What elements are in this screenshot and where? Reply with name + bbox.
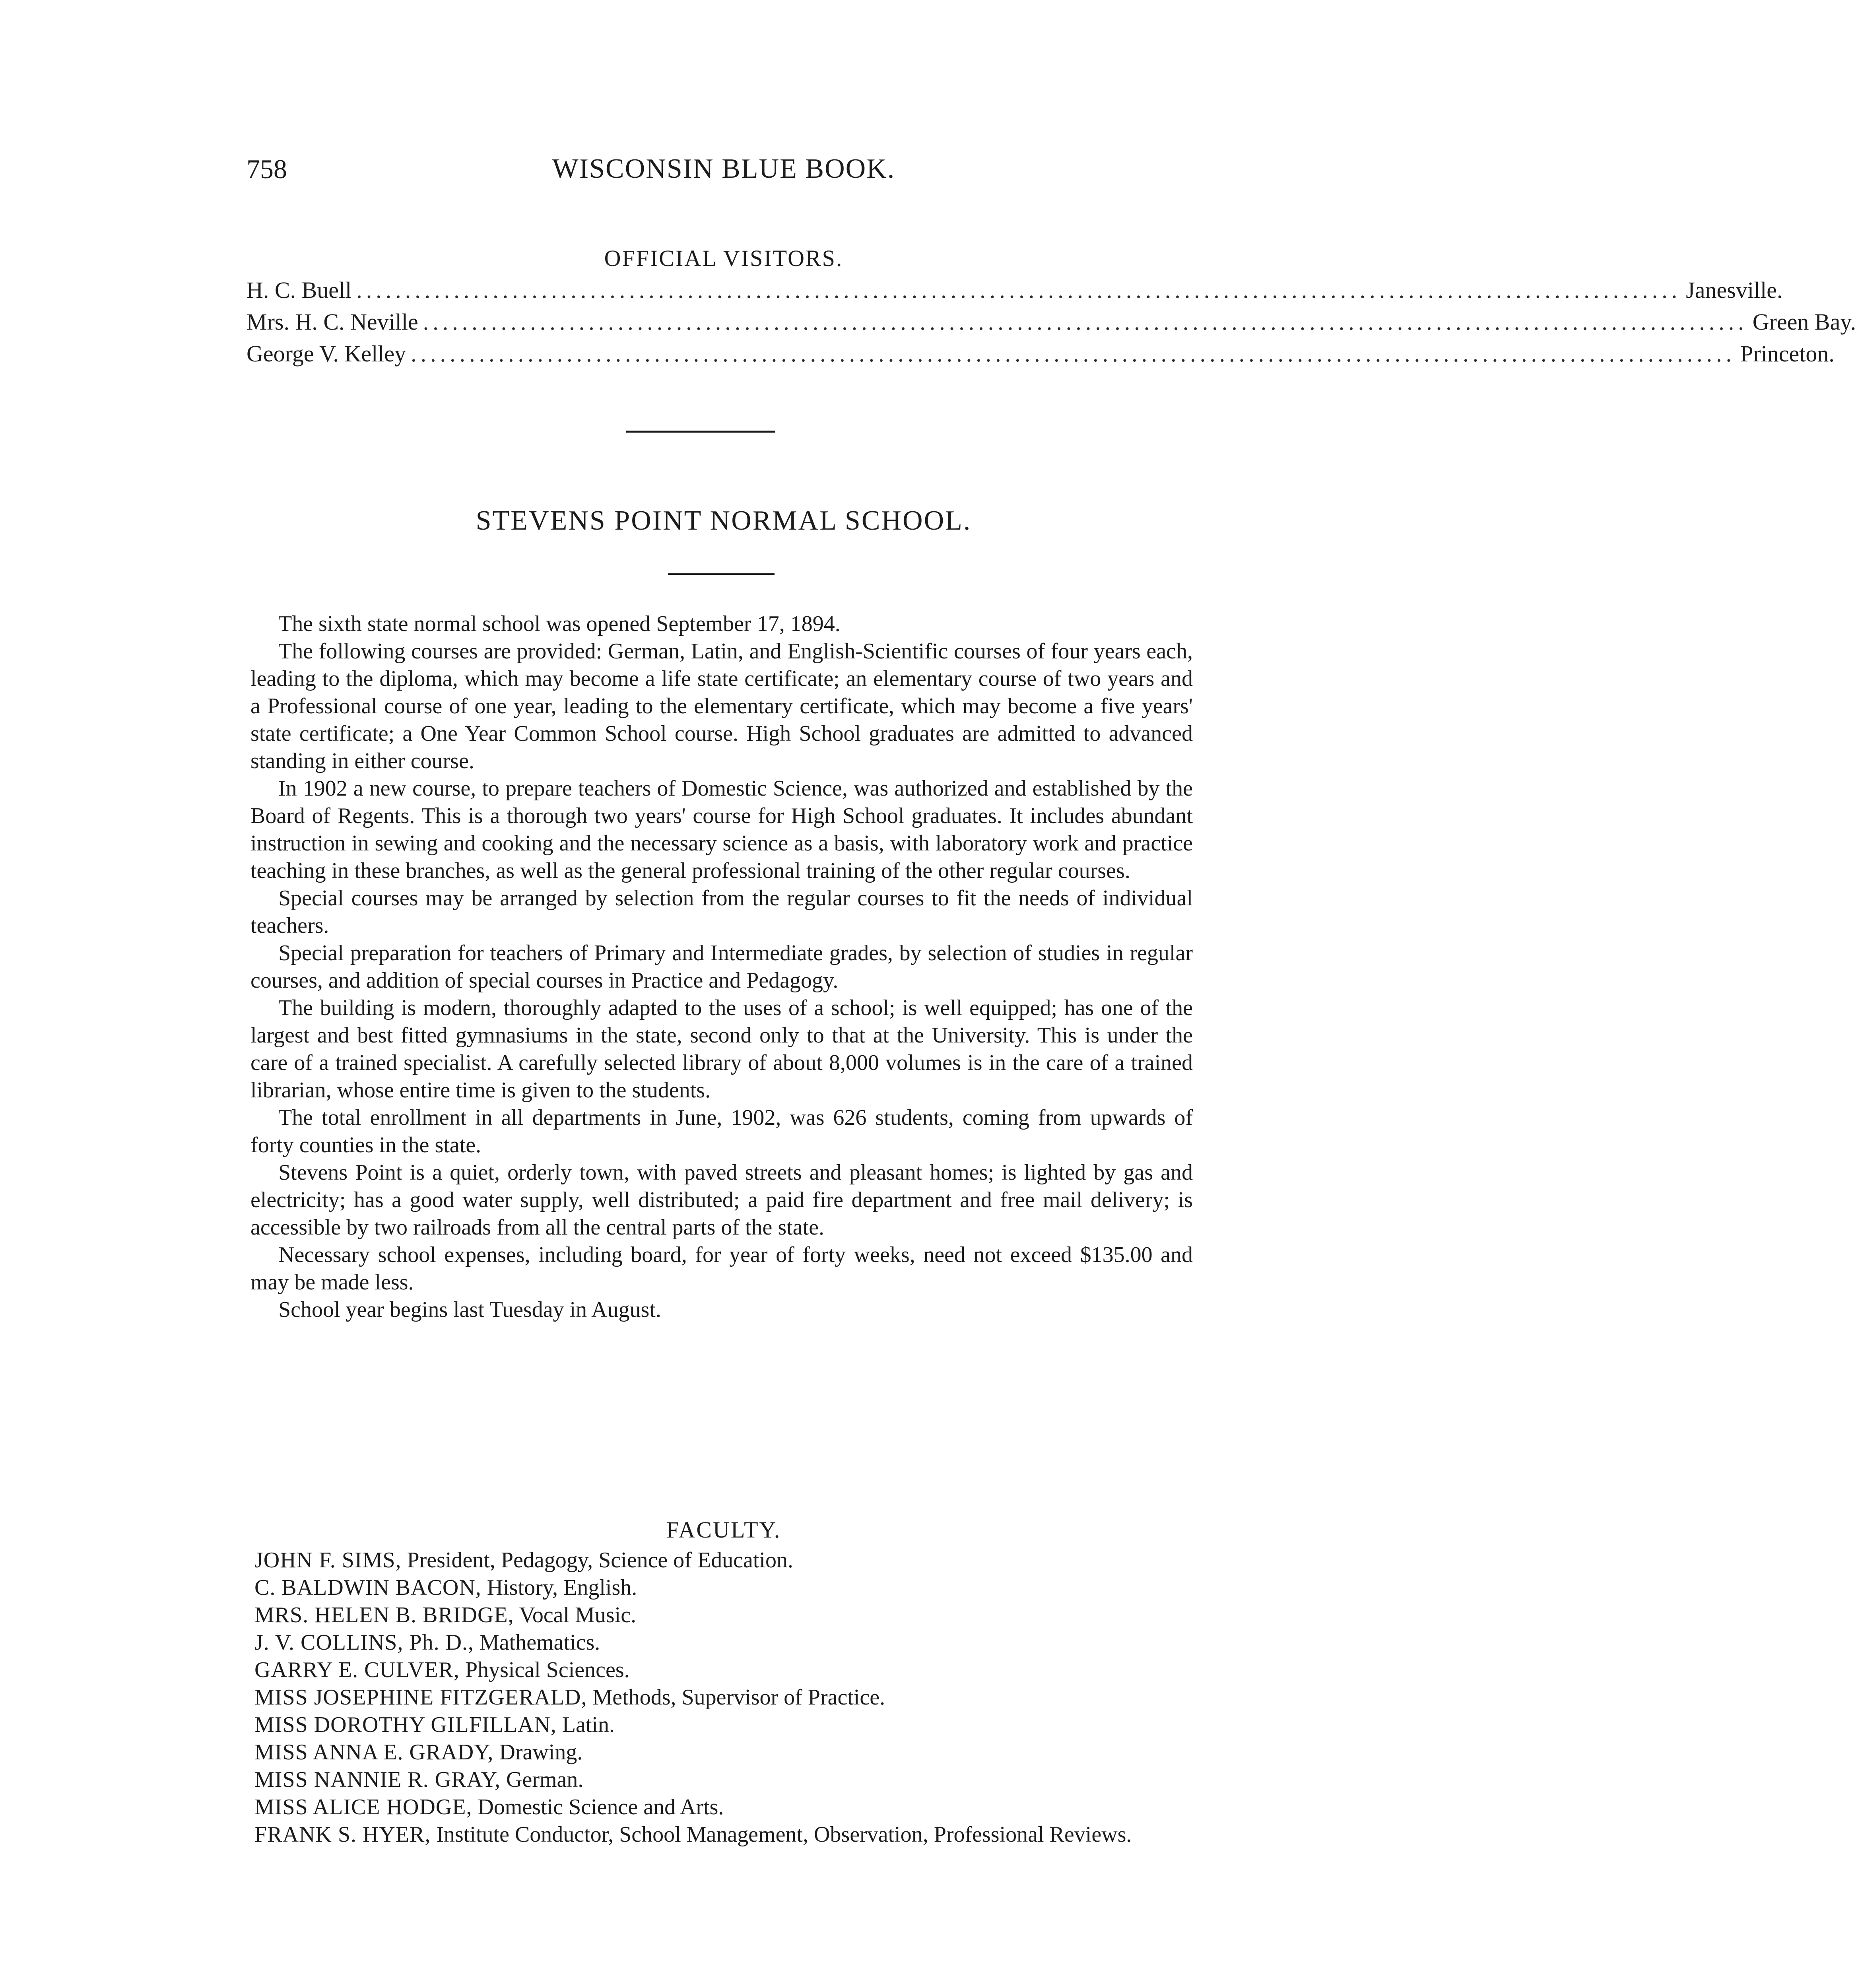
faculty-member-subjects: Drawing. — [499, 1740, 583, 1765]
faculty-member — [254, 1794, 1201, 1821]
faculty-member-name: GARRY E. CULVER, — [254, 1658, 460, 1682]
school-description — [250, 610, 1193, 1324]
visitor-entry — [247, 338, 1835, 370]
faculty-member-subjects: Physical Sciences. — [465, 1658, 630, 1682]
visitor-entry — [247, 306, 1856, 338]
description-paragraph: Special courses may be arranged by selection from the regular courses to fit the needs of individual teachers. — [250, 886, 1193, 938]
faculty-member-subjects: Latin. — [562, 1712, 615, 1737]
description-paragraph: The building is modern, thoroughly adapted to the uses of a school; is well equipped; has one of the largest and best fitted gymnasiums in the state, second only to that at the University. This is under the care of a trained specialist. A carefully selected library of about 8,000 volumes is in the care of a trained librarian, whose entire time is given to the students. — [250, 996, 1193, 1103]
faculty-member-name: JOHN F. SIMS, — [254, 1548, 402, 1573]
faculty-member — [254, 1684, 1201, 1711]
faculty-member-subjects: Methods, Supervisor of Practice. — [592, 1685, 885, 1710]
faculty-member — [254, 1656, 1201, 1684]
visitor-name: George V. Kelley — [247, 341, 406, 367]
faculty-member — [254, 1766, 1201, 1794]
visitor-name: Mrs. H. C. Neville — [247, 309, 418, 335]
visitor-place: Princeton. — [1740, 341, 1835, 367]
faculty-member-subjects: Vocal Music. — [519, 1603, 637, 1627]
faculty-member-name: MISS JOSEPHINE FITZGERALD, — [254, 1685, 587, 1710]
description-paragraph: The total enrollment in all departments in June, 1902, was 626 students, coming from upwards of forty counties in the state. — [250, 1105, 1193, 1157]
faculty-list — [254, 1547, 1201, 1848]
faculty-heading: FACULTY. — [666, 1517, 781, 1543]
faculty-member-subjects: Domestic Science and Arts. — [478, 1795, 724, 1819]
description-paragraph: In 1902 a new course, to prepare teachers of Domestic Science, was authorized and established by the Board of Regents. This is a thorough two years' course for High School graduates. It includes abundant instruction in sewing and cooking and the necessary science as a basis, with laboratory work and practice teaching in these branches, as well as the general professional training of the other regular courses. — [250, 776, 1193, 883]
visitor-name: H. C. Buell — [247, 277, 352, 303]
description-paragraph: The sixth state normal school was opened September 17, 1894. — [278, 612, 841, 636]
faculty-member-name: MISS ANNA E. GRADY, — [254, 1740, 494, 1765]
faculty-member — [254, 1711, 1201, 1739]
description-paragraph: School year begins last Tuesday in August. — [278, 1297, 661, 1322]
faculty-member — [254, 1547, 1201, 1574]
description-paragraph: Special preparation for teachers of Primary and Intermediate grades, by selection of studies in regular courses, and addition of special courses in Practice and Pedagogy. — [250, 941, 1193, 993]
faculty-member-subjects: History, English. — [487, 1575, 637, 1600]
faculty-member — [254, 1739, 1201, 1766]
faculty-member — [254, 1574, 1201, 1602]
visitor-entry — [247, 274, 1783, 306]
visitor-place: Janesville. — [1686, 277, 1783, 303]
faculty-member-name: MISS NANNIE R. GRAY, — [254, 1767, 501, 1792]
faculty-member-name: C. BALDWIN BACON, — [254, 1575, 481, 1600]
faculty-member-subjects: President, Pedagogy, Science of Education. — [407, 1548, 793, 1573]
faculty-member-name: J. V. COLLINS, Ph. D., — [254, 1630, 474, 1655]
faculty-member-name: MISS ALICE HODGE, — [254, 1795, 472, 1819]
school-title: STEVENS POINT NORMAL SCHOOL. — [476, 505, 972, 536]
faculty-member-subjects: Mathematics. — [480, 1630, 600, 1655]
faculty-member — [254, 1602, 1201, 1629]
running-title: WISCONSIN BLUE BOOK. — [552, 153, 895, 184]
faculty-member-name: MRS. HELEN B. BRIDGE, — [254, 1603, 514, 1627]
official-visitors-list — [247, 274, 1856, 370]
page-number: 758 — [247, 154, 287, 184]
faculty-member-subjects: German. — [506, 1767, 584, 1792]
dot-leader: ........................................................................................................................................ — [411, 341, 1736, 367]
dot-leader: ........................................................................................................................................ — [423, 309, 1748, 335]
dot-leader: ........................................................................................................................................ — [356, 277, 1681, 303]
running-head — [247, 147, 1201, 191]
official-visitors-heading: OFFICIAL VISITORS. — [604, 245, 843, 271]
visitor-place: Green Bay. — [1752, 309, 1856, 335]
faculty-member — [254, 1629, 1201, 1656]
faculty-member — [254, 1821, 1201, 1848]
faculty-member-name: FRANK S. HYER, — [254, 1822, 431, 1847]
faculty-member-name: MISS DOROTHY GILFILLAN, — [254, 1712, 557, 1737]
section-divider — [626, 431, 775, 433]
description-paragraph: Stevens Point is a quiet, orderly town, with paved streets and pleasant homes; is lighted by gas and electricity; has a good water supply, well distributed; a paid fire department and free mail delivery; is accessible by two railroads from all the central parts of the state. — [250, 1160, 1193, 1240]
title-underline — [668, 573, 775, 575]
description-paragraph: Necessary school expenses, including board, for year of forty weeks, need not exceed $135.00 and may be made less. — [250, 1242, 1193, 1295]
description-paragraph: The following courses are provided: German, Latin, and English-Scientific courses of four years each, leading to the diploma, which may become a life state certificate; an elementary course of two years and a Professional course of one year, leading to the elementary certificate, which may become a five years' state certificate; a One Year Common School course. High School graduates are admitted to advanced standing in either course. — [250, 639, 1193, 773]
faculty-member-subjects: Institute Conductor, School Management, Observation, Professional Reviews. — [436, 1822, 1132, 1847]
